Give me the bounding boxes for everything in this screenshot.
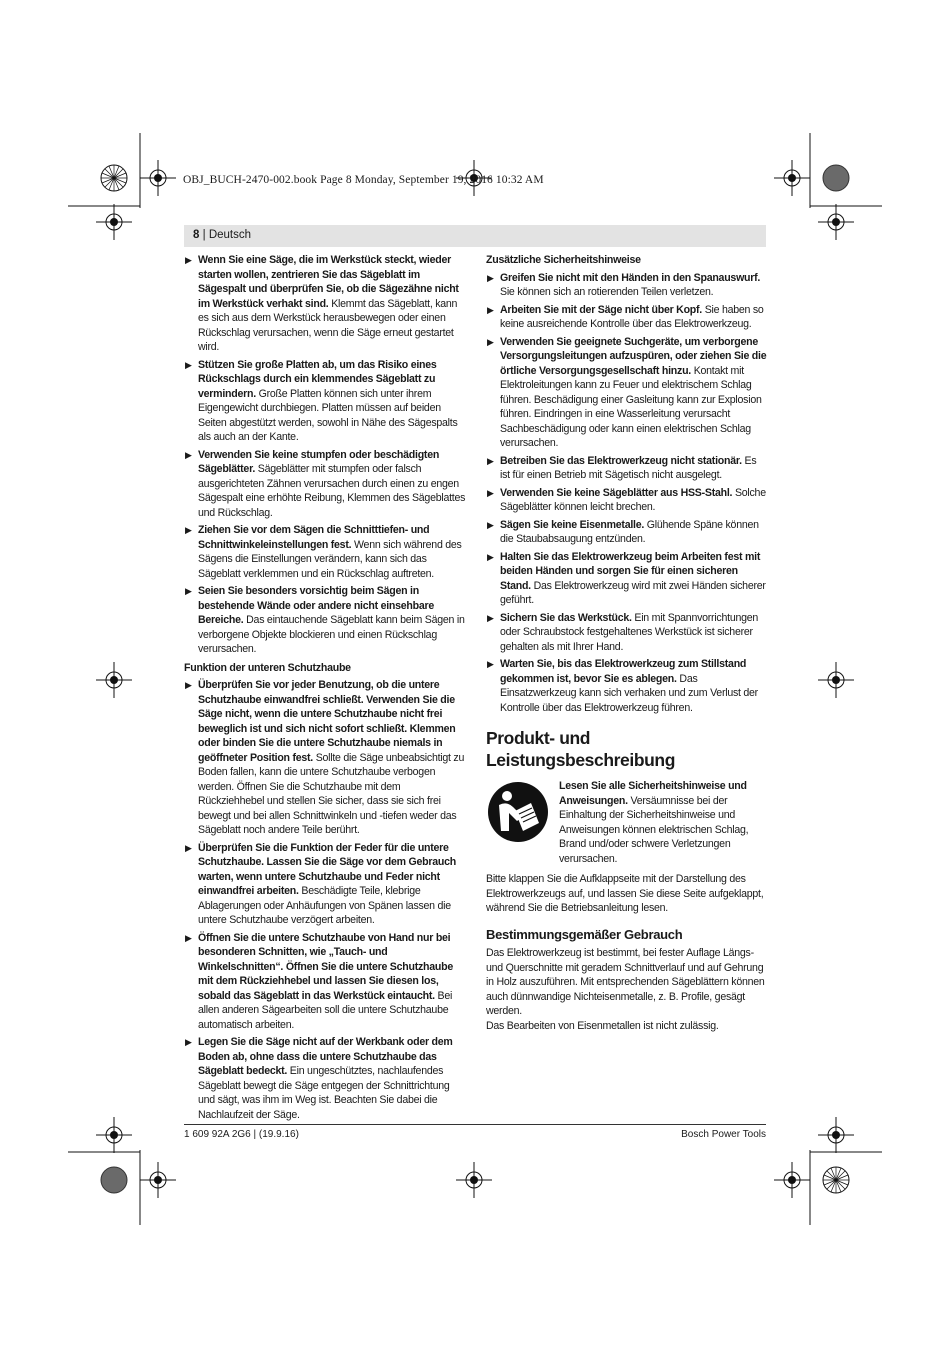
list-item: ▶ Wenn Sie eine Säge, die im Werkstück steckt, wieder starten wollen, zentrieren Sie das Sägeblatt im Sägespalt und überprüfen Sie, ob die Sägezähne nicht im Werkstück verhakt sind. Klemmt das Sägeblatt, kann es sich aus dem Werkstück herausbewegen oder einen Rückschlag verursachen, wenn die Säge erneut gestartet wird. — [185, 254, 459, 353]
list-item: ▶ Überprüfen Sie vor jeder Benutzung, ob die untere Schutzhaube einwandfrei schließt. Verwenden Sie die Säge nicht, wenn die untere Schutzhaube nicht frei beweglich ist und sich nicht sofort schließt. Klemmen oder binden Sie die untere Schutzhaube niemals in geöffneter Position fest. Sollte die Säge unbeabsichtigt zu Boden fallen, kann die untere Schutzhaube verbogen werden. Öffnen Sie die Schutzhaube mit dem Rückziehhebel und stellen Sie sicher, dass sie sich frei bewegt und bei allen Schnittwinkeln und -tiefen weder das Sägeblatt noch andere Teile berührt. — [185, 679, 465, 836]
read-manual-warning: Lesen Sie alle Sicherheitshinweise und Anweisungen. Versäumnisse bei der Einhaltung der Sicherheitshinweise und Anweisungen können elektrischen Schlag, Brand und/oder schwere Verletzungen verursachen. — [486, 779, 768, 866]
section-title: Produkt- und Leistungsbeschreibung — [486, 728, 675, 770]
page-number: 8 — [193, 229, 200, 241]
list-item: ▶ Verwenden Sie geeignete Suchgeräte, um verborgene Versorgungsleitungen aufzuspüren, oder ziehen Sie die örtliche Versorgungsgesellschaft hinzu. Kontakt mit Elektroleitungen kann zu Feuer und elektrischem Schlag führen. Beschädigung einer Gasleitung kann zur Explosion führen. Eindringen in eine Wasserleitung verursacht Sachbeschädigung oder kann einen elektrischen Schlag verursachen. — [487, 335, 767, 449]
list-item: ▶ Öffnen Sie die untere Schutzhaube von Hand nur bei besonderen Schnitten, wie „Tauch- und Winkelschnitten“. Öffnen Sie die untere Schutzhaube mit dem Rückziehhebel und lassen Sie diesen los, sobald das Sägeblatt in das Werkstück eintaucht. Bei allen anderen Sägearbeiten soll die untere Schutzhaube automatisch arbeiten. — [185, 931, 453, 1031]
bullet-triangle-icon: ▶ — [185, 1037, 192, 1047]
page-header — [193, 229, 251, 241]
bullet-triangle-icon: ▶ — [487, 659, 494, 669]
bullet-triangle-icon: ▶ — [487, 487, 494, 498]
list-item: ▶ Seien Sie besonders vorsichtig beim Sägen in bestehende Wände oder andere nicht einsehbare Bereiche. Das eintauchende Sägeblatt kann beim Sägen in verborgene Objekte blockieren und einen Rückschlag verursachen. — [185, 585, 465, 655]
list-item: ▶ Stützen Sie große Platten ab, um das Risiko eines Rückschlags durch ein klemmendes Sägeblatt zu vermindern. Große Platten können sich unter ihrem Eigengewicht durchbiegen. Platten müssen auf beiden Seiten abgestützt werden, sowohl in Nähe des Sägespalts als auch an der Kante. — [185, 358, 458, 443]
footer-rule — [184, 1124, 766, 1125]
header-separator: | — [202, 229, 206, 241]
bullet-triangle-icon: ▶ — [185, 449, 192, 460]
subheading-additional-safety: Zusätzliche Sicherheitshinweise — [486, 254, 641, 266]
fold-out-note: Bitte klappen Sie die Aufklappseite mit der Darstellung des Elektrowerkzeugs auf, und lassen Sie diese Seite aufgeklappt, während Sie die Betriebsanleitung lesen. — [486, 873, 764, 914]
bullet-triangle-icon: ▶ — [487, 519, 494, 530]
list-item: ▶ Sichern Sie das Werkstück. Ein mit Spannvorrichtungen oder Schraubstock festgehaltenes Werkstück ist sicherer gehalten als mit Ihrer Hand. — [487, 611, 759, 653]
bullet-triangle-icon: ▶ — [185, 932, 192, 943]
footer-brand: Bosch Power Tools — [681, 1129, 766, 1140]
intended-use-heading: Bestimmungsgemäßer Gebrauch — [486, 926, 683, 942]
right-column — [486, 253, 768, 1033]
list-item: ▶ Warten Sie, bis das Elektrowerkzeug zum Stillstand gekommen ist, bevor Sie es ablegen. Das Einsatzwerkzeug kann sich verhaken und zum Verlust der Kontrolle über das Elektrowerkzeug führen. — [487, 658, 758, 714]
bullet-triangle-icon: ▶ — [185, 586, 192, 596]
left-column — [184, 253, 466, 1125]
list-item: ▶ Verwenden Sie keine stumpfen oder beschädigten Sägeblätter. Sägeblätter mit stumpfen oder falsch ausgerichteten Zähnen verursachen durch einen zu engen Sägespalt eine erhöhte Reibung, Klemmen des Sägeblattes und Rückschlag. — [185, 448, 466, 519]
list-item: ▶ Betreiben Sie das Elektrowerkzeug nicht stationär. Es ist für einen Betrieb mit Sägetisch nicht ausgelegt. — [487, 454, 757, 481]
list-item: ▶ Sägen Sie keine Eisenmetalle. Glühende Späne können die Staubabsaugung entzünden. — [487, 518, 759, 545]
bullet-triangle-icon: ▶ — [185, 525, 192, 535]
print-slug: OBJ_BUCH-2470-002.book Page 8 Monday, September 19, 2016 10:32 AM — [183, 174, 544, 186]
list-item: ▶ Arbeiten Sie mit der Säge nicht über Kopf. Sie haben so keine ausreichende Kontrolle über das Elektrowerkzeug. — [487, 303, 764, 330]
bullet-triangle-icon: ▶ — [185, 255, 192, 265]
subheading-lower-guard: Funktion der unteren Schutzhaube — [184, 661, 351, 674]
read-manual-icon — [487, 781, 549, 843]
bullet-triangle-icon: ▶ — [487, 272, 494, 283]
bullet-triangle-icon: ▶ — [487, 304, 494, 315]
list-item: ▶ Ziehen Sie vor dem Sägen die Schnitttiefen- und Schnittwinkeleinstellungen fest. Wenn sich während des Sägens die Einstellungen verändern, kann sich das Sägeblatt verklemmen und ein Rückschlag auftreten. — [185, 524, 462, 580]
list-item: ▶ Halten Sie das Elektrowerkzeug beim Arbeiten fest mit beiden Händen und sorgen Sie für einen sicheren Stand. Das Elektrowerkzeug wird mit zwei Händen sicherer geführt. — [487, 550, 766, 606]
bullet-triangle-icon: ▶ — [185, 359, 192, 370]
list-item: ▶ Legen Sie die Säge nicht auf der Werkbank oder dem Boden ab, ohne dass die untere Schutzhaube das Sägeblatt bedeckt. Ein ungeschütztes, nachlaufendes Sägeblatt bewegt die Säge entgegen der Schnittrichtung und sägt, was ihm im Weg ist. Beachten Sie dabei die Nachlaufzeit der Säge. — [185, 1036, 453, 1121]
bullet-triangle-icon: ▶ — [487, 551, 494, 562]
bullet-triangle-icon: ▶ — [487, 612, 494, 623]
intended-use-restriction: Das Bearbeiten von Eisenmetallen ist nicht zulässig. — [486, 1019, 719, 1032]
list-item: ▶ Überprüfen Sie die Funktion der Feder für die untere Schutzhaube. Lassen Sie die Säge vor dem Gebrauch warten, wenn untere Schutzhaube und Feder nicht einwandfrei arbeiten. Beschädigte Teile, klebrige Ablagerungen oder Anhäufungen von Spänen lassen die untere Schutzhaube verzögert arbeiten. — [185, 841, 456, 926]
header-language: Deutsch — [208, 229, 251, 241]
bullet-triangle-icon: ▶ — [487, 455, 494, 466]
list-item: ▶ Verwenden Sie keine Sägeblätter aus HSS-Stahl. Solche Sägeblätter können leicht brechen. — [487, 486, 766, 513]
list-item: ▶ Greifen Sie nicht mit den Händen in den Spanauswurf. Sie können sich an rotierenden Teilen verletzen. — [487, 271, 761, 298]
bullet-triangle-icon: ▶ — [185, 842, 192, 853]
bullet-triangle-icon: ▶ — [487, 336, 494, 347]
intended-use-paragraph: Das Elektrowerkzeug ist bestimmt, bei fester Auflage Längs- und Querschnitte mit geradem Schnittverlauf und auf Gehrung in Holz auszuführen. Mit entsprechenden Sägeblättern können auch dünnwandige Nichteisenmetalle, z. B. Profile, gesägt werden. — [486, 947, 765, 1017]
footer-doc-number: 1 609 92A 2G6 | (19.9.16) — [184, 1129, 299, 1140]
header-bar — [184, 225, 766, 247]
bullet-triangle-icon: ▶ — [185, 680, 192, 690]
